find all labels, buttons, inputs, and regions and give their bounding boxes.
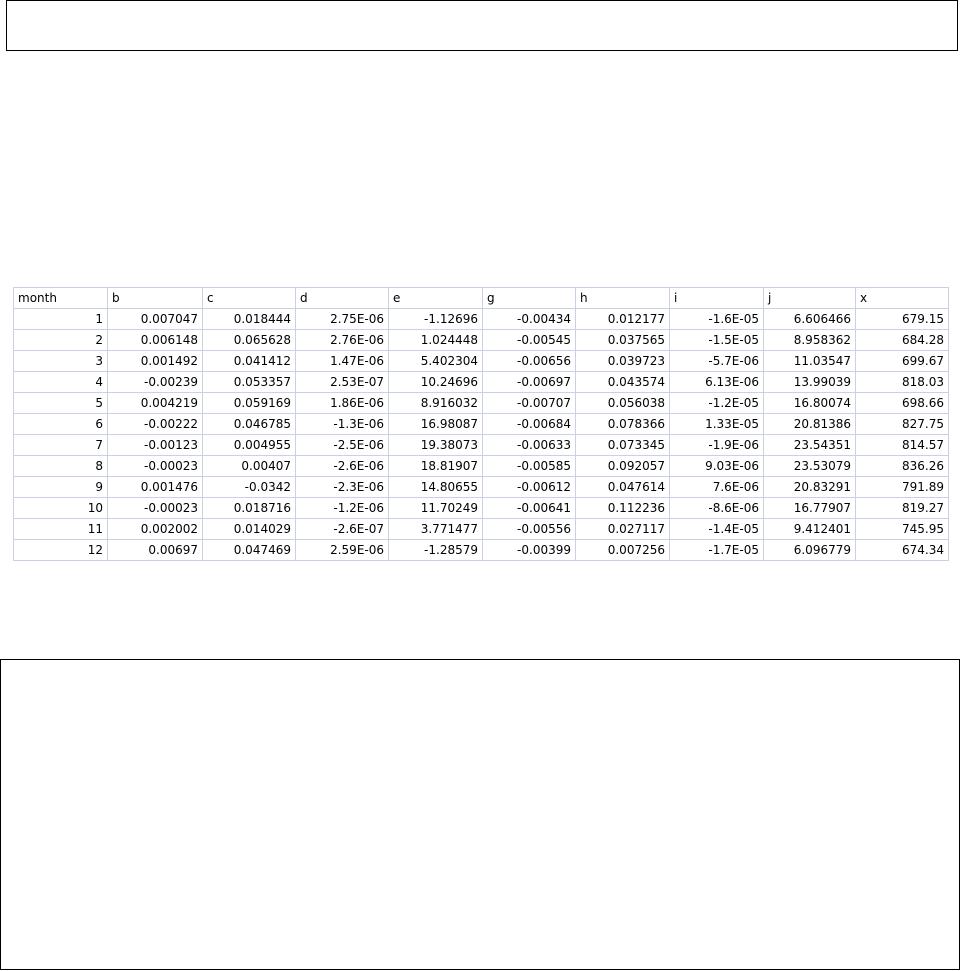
table-cell-j[interactable]: 11.03547 bbox=[764, 351, 856, 372]
table-cell-g[interactable]: -0.00707 bbox=[483, 393, 576, 414]
table-cell-month[interactable]: 5 bbox=[14, 393, 108, 414]
table-row bbox=[14, 351, 949, 372]
table-cell-b[interactable]: -0.00123 bbox=[108, 435, 203, 456]
table-cell-b[interactable]: 0.00697 bbox=[108, 540, 203, 561]
table-cell-h[interactable]: 0.073345 bbox=[576, 435, 670, 456]
table-cell-x[interactable]: 684.28 bbox=[856, 330, 949, 351]
table-cell-e[interactable]: 14.80655 bbox=[389, 477, 483, 498]
table-cell-x[interactable]: 698.66 bbox=[856, 393, 949, 414]
table-cell-c[interactable]: 0.065628 bbox=[203, 330, 296, 351]
table-cell-d[interactable]: -1.2E-06 bbox=[296, 498, 389, 519]
table-cell-h[interactable]: 0.047614 bbox=[576, 477, 670, 498]
table-cell-h[interactable]: 0.112236 bbox=[576, 498, 670, 519]
table-cell-h[interactable]: 0.092057 bbox=[576, 456, 670, 477]
table-cell-h[interactable]: 0.037565 bbox=[576, 330, 670, 351]
table-cell-b[interactable]: -0.00023 bbox=[108, 456, 203, 477]
table-cell-b[interactable]: -0.00023 bbox=[108, 498, 203, 519]
table-cell-x[interactable]: 836.26 bbox=[856, 456, 949, 477]
table-cell-g[interactable]: -0.00399 bbox=[483, 540, 576, 561]
table-cell-i[interactable]: -1.9E-06 bbox=[670, 435, 764, 456]
table-cell-e[interactable]: 19.38073 bbox=[389, 435, 483, 456]
table-cell-month[interactable]: 8 bbox=[14, 456, 108, 477]
table-cell-h[interactable]: 0.027117 bbox=[576, 519, 670, 540]
table-cell-e[interactable]: 5.402304 bbox=[389, 351, 483, 372]
table-cell-month[interactable]: 1 bbox=[14, 309, 108, 330]
table-cell-j[interactable]: 23.54351 bbox=[764, 435, 856, 456]
table-cell-b[interactable]: 0.006148 bbox=[108, 330, 203, 351]
table-cell-month[interactable]: 3 bbox=[14, 351, 108, 372]
table-cell-x[interactable]: 818.03 bbox=[856, 372, 949, 393]
table-cell-month[interactable]: 10 bbox=[14, 498, 108, 519]
table-cell-b[interactable]: 0.004219 bbox=[108, 393, 203, 414]
table-cell-h[interactable]: 0.078366 bbox=[576, 414, 670, 435]
table-cell-g[interactable]: -0.00641 bbox=[483, 498, 576, 519]
table-cell-h[interactable]: 0.039723 bbox=[576, 351, 670, 372]
table-cell-month[interactable]: 11 bbox=[14, 519, 108, 540]
table-row bbox=[14, 309, 949, 330]
table-row bbox=[14, 477, 949, 498]
table-cell-g[interactable]: -0.00434 bbox=[483, 309, 576, 330]
table-cell-i[interactable]: -5.7E-06 bbox=[670, 351, 764, 372]
table-cell-i[interactable]: 9.03E-06 bbox=[670, 456, 764, 477]
table-cell-month[interactable]: 6 bbox=[14, 414, 108, 435]
column-header-d[interactable]: d bbox=[296, 288, 389, 309]
table-cell-i[interactable]: 6.13E-06 bbox=[670, 372, 764, 393]
table-cell-g[interactable]: -0.00556 bbox=[483, 519, 576, 540]
table-cell-b[interactable]: 0.007047 bbox=[108, 309, 203, 330]
table-cell-b[interactable]: -0.00239 bbox=[108, 372, 203, 393]
table-cell-month[interactable]: 2 bbox=[14, 330, 108, 351]
table-cell-g[interactable]: -0.00545 bbox=[483, 330, 576, 351]
table-cell-j[interactable]: 8.958362 bbox=[764, 330, 856, 351]
table-cell-b[interactable]: 0.002002 bbox=[108, 519, 203, 540]
table-cell-c[interactable]: 0.047469 bbox=[203, 540, 296, 561]
table-cell-d[interactable]: -2.6E-06 bbox=[296, 456, 389, 477]
table-cell-x[interactable]: 827.75 bbox=[856, 414, 949, 435]
table-cell-x[interactable]: 699.67 bbox=[856, 351, 949, 372]
table-cell-e[interactable]: 1.024448 bbox=[389, 330, 483, 351]
table-cell-x[interactable]: 791.89 bbox=[856, 477, 949, 498]
table-cell-j[interactable]: 20.81386 bbox=[764, 414, 856, 435]
table-cell-b[interactable]: 0.001476 bbox=[108, 477, 203, 498]
table-cell-d[interactable]: 2.76E-06 bbox=[296, 330, 389, 351]
table-row bbox=[14, 456, 949, 477]
table-cell-e[interactable]: 11.70249 bbox=[389, 498, 483, 519]
table-cell-e[interactable]: 8.916032 bbox=[389, 393, 483, 414]
table-cell-b[interactable]: -0.00222 bbox=[108, 414, 203, 435]
table-cell-e[interactable]: 10.24696 bbox=[389, 372, 483, 393]
table-cell-h[interactable]: 0.056038 bbox=[576, 393, 670, 414]
table-cell-c[interactable]: 0.014029 bbox=[203, 519, 296, 540]
column-header-e[interactable]: e bbox=[389, 288, 483, 309]
table-cell-g[interactable]: -0.00656 bbox=[483, 351, 576, 372]
spreadsheet-table bbox=[13, 287, 949, 561]
table-cell-c[interactable]: -0.0342 bbox=[203, 477, 296, 498]
table-row bbox=[14, 414, 949, 435]
table-row bbox=[14, 519, 949, 540]
table-cell-j[interactable]: 16.80074 bbox=[764, 393, 856, 414]
table-row bbox=[14, 540, 949, 561]
table-cell-e[interactable]: 16.98087 bbox=[389, 414, 483, 435]
table-cell-h[interactable]: 0.007256 bbox=[576, 540, 670, 561]
top-frame bbox=[6, 0, 958, 51]
table-cell-d[interactable]: 1.86E-06 bbox=[296, 393, 389, 414]
table-cell-g[interactable]: -0.00633 bbox=[483, 435, 576, 456]
table-row bbox=[14, 498, 949, 519]
header-row bbox=[14, 288, 949, 309]
table-row bbox=[14, 435, 949, 456]
table-cell-d[interactable]: -2.5E-06 bbox=[296, 435, 389, 456]
column-header-g[interactable]: g bbox=[483, 288, 576, 309]
table-cell-d[interactable]: -2.6E-07 bbox=[296, 519, 389, 540]
table-cell-g[interactable]: -0.00684 bbox=[483, 414, 576, 435]
table-cell-h[interactable]: 0.043574 bbox=[576, 372, 670, 393]
table-cell-g[interactable]: -0.00697 bbox=[483, 372, 576, 393]
column-header-month[interactable]: month bbox=[14, 288, 108, 309]
table-cell-c[interactable]: 0.046785 bbox=[203, 414, 296, 435]
table-cell-month[interactable]: 4 bbox=[14, 372, 108, 393]
table-cell-i[interactable]: -1.6E-05 bbox=[670, 309, 764, 330]
table-cell-e[interactable]: 18.81907 bbox=[389, 456, 483, 477]
bottom-frame bbox=[0, 659, 960, 970]
table-cell-c[interactable]: 0.041412 bbox=[203, 351, 296, 372]
table-cell-d[interactable]: 1.47E-06 bbox=[296, 351, 389, 372]
table-cell-month[interactable]: 9 bbox=[14, 477, 108, 498]
table-cell-c[interactable]: 0.00407 bbox=[203, 456, 296, 477]
table-cell-c[interactable]: 0.004955 bbox=[203, 435, 296, 456]
table-cell-c[interactable]: 0.059169 bbox=[203, 393, 296, 414]
column-header-h[interactable]: h bbox=[576, 288, 670, 309]
table-cell-month[interactable]: 12 bbox=[14, 540, 108, 561]
table-row bbox=[14, 330, 949, 351]
table-cell-i[interactable]: -8.6E-06 bbox=[670, 498, 764, 519]
table-cell-e[interactable]: -1.12696 bbox=[389, 309, 483, 330]
table-row bbox=[14, 372, 949, 393]
table-cell-h[interactable]: 0.012177 bbox=[576, 309, 670, 330]
table-cell-j[interactable]: 23.53079 bbox=[764, 456, 856, 477]
column-header-b[interactable]: b bbox=[108, 288, 203, 309]
table-cell-x[interactable]: 679.15 bbox=[856, 309, 949, 330]
table-cell-g[interactable]: -0.00585 bbox=[483, 456, 576, 477]
table-cell-i[interactable]: 7.6E-06 bbox=[670, 477, 764, 498]
table-cell-j[interactable]: 20.83291 bbox=[764, 477, 856, 498]
table-cell-i[interactable]: -1.2E-05 bbox=[670, 393, 764, 414]
table-cell-d[interactable]: 2.75E-06 bbox=[296, 309, 389, 330]
column-header-i[interactable]: i bbox=[670, 288, 764, 309]
table-cell-c[interactable]: 0.018716 bbox=[203, 498, 296, 519]
table-cell-c[interactable]: 0.018444 bbox=[203, 309, 296, 330]
table-cell-i[interactable]: -1.5E-05 bbox=[670, 330, 764, 351]
table-cell-d[interactable]: 2.53E-07 bbox=[296, 372, 389, 393]
table-cell-b[interactable]: 0.001492 bbox=[108, 351, 203, 372]
table-cell-e[interactable]: -1.28579 bbox=[389, 540, 483, 561]
table-cell-c[interactable]: 0.053357 bbox=[203, 372, 296, 393]
table-cell-j[interactable]: 6.096779 bbox=[764, 540, 856, 561]
table-cell-d[interactable]: 2.59E-06 bbox=[296, 540, 389, 561]
column-header-j[interactable]: j bbox=[764, 288, 856, 309]
table-cell-x[interactable]: 745.95 bbox=[856, 519, 949, 540]
table-cell-j[interactable]: 13.99039 bbox=[764, 372, 856, 393]
table-cell-e[interactable]: 3.771477 bbox=[389, 519, 483, 540]
table-cell-x[interactable]: 814.57 bbox=[856, 435, 949, 456]
table-cell-j[interactable]: 6.606466 bbox=[764, 309, 856, 330]
table-cell-d[interactable]: -1.3E-06 bbox=[296, 414, 389, 435]
column-header-x[interactable]: x bbox=[856, 288, 949, 309]
table-cell-i[interactable]: 1.33E-05 bbox=[670, 414, 764, 435]
table-row bbox=[14, 393, 949, 414]
table-cell-g[interactable]: -0.00612 bbox=[483, 477, 576, 498]
table-cell-x[interactable]: 674.34 bbox=[856, 540, 949, 561]
table-cell-month[interactable]: 7 bbox=[14, 435, 108, 456]
table-cell-j[interactable]: 9.412401 bbox=[764, 519, 856, 540]
column-header-c[interactable]: c bbox=[203, 288, 296, 309]
table-cell-x[interactable]: 819.27 bbox=[856, 498, 949, 519]
table-cell-d[interactable]: -2.3E-06 bbox=[296, 477, 389, 498]
table-cell-j[interactable]: 16.77907 bbox=[764, 498, 856, 519]
table-cell-i[interactable]: -1.4E-05 bbox=[670, 519, 764, 540]
table-cell-i[interactable]: -1.7E-05 bbox=[670, 540, 764, 561]
